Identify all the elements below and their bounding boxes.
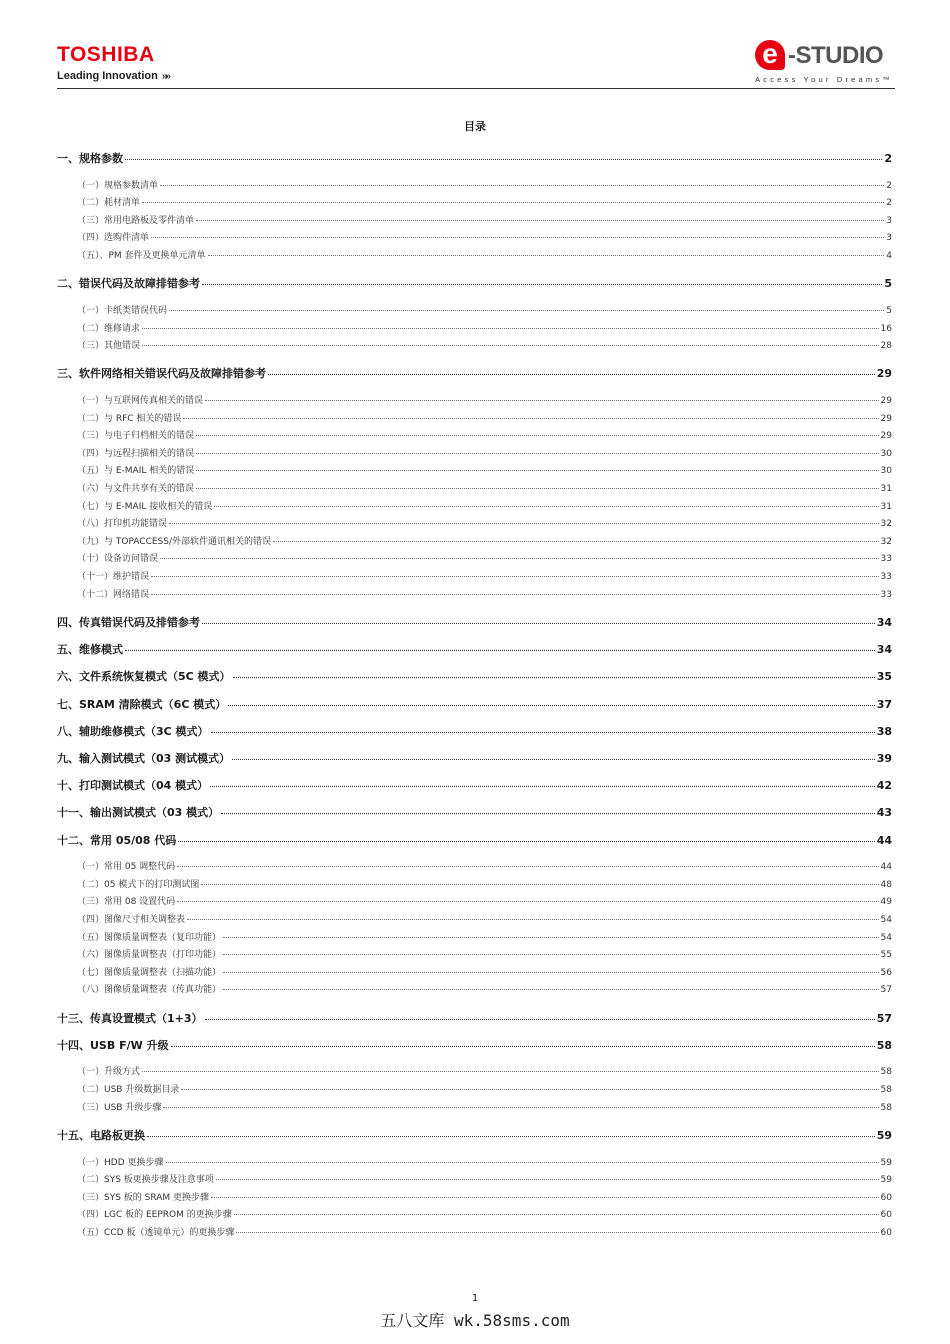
toc-entry-label: 四、传真错误代码及排错参考 [57, 616, 200, 629]
toc-page-number: 31 [880, 502, 892, 512]
toc-chapter-link[interactable] [57, 750, 892, 766]
toc-page-number: 58 [880, 1103, 892, 1113]
chevrons-icon: »» [161, 71, 169, 82]
toc-entry-label: （十二）网络错误 [77, 590, 150, 600]
toc-entry-label: 三、软件网络相关错误代码及故障排错参考 [57, 367, 266, 380]
toc-entry-label: （四）图像尺寸相关调整表 [77, 915, 186, 925]
toc-entry-label: （三）USB 升级步骤 [77, 1103, 162, 1113]
toc-page-number: 28 [880, 341, 892, 351]
toc-entry-label: （八）图像质量调整表（传真功能） [77, 985, 222, 995]
toc-chapter-link[interactable] [57, 668, 892, 684]
toc-chapter-link[interactable] [57, 804, 892, 820]
toc-page-number: 3 [886, 216, 892, 226]
toc-page-number: 16 [880, 324, 892, 334]
toc-page-number: 30 [880, 449, 892, 459]
toc-dot-leader [177, 866, 878, 867]
toc-entry-label: （三）SYS 板的 SRAM 更换步骤 [77, 1193, 210, 1203]
toc-page-number: 29 [880, 431, 892, 441]
page-header [57, 40, 895, 90]
toc-entry-label: 十三、传真设置模式（1+3） [57, 1012, 203, 1025]
toc-page-number: 60 [880, 1193, 892, 1203]
toc-page-number: 34 [876, 616, 892, 629]
brand-tagline-text: Leading Innovation [57, 70, 158, 82]
toc-dot-leader [202, 623, 875, 624]
toc-dot-leader [177, 901, 878, 902]
toc-chapter-link[interactable] [57, 641, 892, 657]
toc-entry-label: 十一、输出测试模式（03 模式） [57, 806, 220, 819]
toc-page-number: 58 [880, 1085, 892, 1095]
toc-dot-leader [151, 594, 879, 595]
toc-page-number: 2 [886, 198, 892, 208]
toc-chapter-link[interactable] [57, 1010, 892, 1026]
toc-section-link[interactable] [57, 1155, 892, 1168]
toc-entry-label: （一）HDD 更换步骤 [77, 1158, 164, 1168]
toc-dot-leader [201, 884, 878, 885]
toc-dot-leader [208, 255, 885, 256]
toc-page-number: 3 [886, 233, 892, 243]
toc-entry-label: （三）常用 08 设置代码 [77, 897, 176, 907]
toc-section-link[interactable] [57, 516, 892, 529]
toc-entry-label: 十五、电路板更换 [57, 1129, 145, 1142]
toc-entry-label: （七）与 E-MAIL 接收相关的错误 [77, 502, 213, 512]
toc-section-link[interactable] [57, 321, 892, 334]
toc-chapter-link[interactable] [57, 150, 892, 166]
toc-page-number: 2 [886, 181, 892, 191]
toc-page-number: 33 [880, 572, 892, 582]
toc-section-link[interactable] [57, 230, 892, 243]
toc-entry-label: （二）维修请求 [77, 324, 141, 334]
toc-page-number: 37 [876, 698, 892, 711]
toc-dot-leader [210, 786, 875, 787]
brand-tagline [57, 69, 169, 84]
toc-section-link[interactable] [57, 894, 892, 907]
toc-page-number: 57 [880, 985, 892, 995]
toc-page-number: 60 [880, 1210, 892, 1220]
toc-section-link[interactable] [57, 1190, 892, 1203]
toc-dot-leader [233, 677, 875, 678]
toc-entry-label: 十四、USB F/W 升级 [57, 1039, 169, 1052]
toc-dot-leader [196, 470, 878, 471]
toc-entry-label: 九、输入测试模式（03 测试模式） [57, 752, 231, 765]
toc-page-number: 48 [880, 880, 892, 890]
toc-dot-leader [214, 506, 878, 507]
logo-tagline: Access Your Dreams™ [755, 75, 893, 84]
toc-entry-label: （十）设备访问错误 [77, 554, 159, 564]
toc-page-number: 29 [876, 367, 892, 380]
toc-entry-label: （六）与文件共享有关的错误 [77, 484, 195, 494]
toc-page-number: 4 [886, 251, 892, 261]
toc-entry-label: （一）升级方式 [77, 1067, 141, 1077]
toc-page-number: 29 [880, 396, 892, 406]
toc-section-link[interactable] [57, 499, 892, 512]
toc-section-link[interactable] [57, 1207, 892, 1220]
toc-page-number: 34 [876, 643, 892, 656]
toc-page-number: 38 [876, 725, 892, 738]
toc-chapter-link[interactable] [57, 365, 892, 381]
toc-dot-leader [166, 1162, 879, 1163]
toc-entry-label: （四）选购件清单 [77, 233, 150, 243]
toc-dot-leader [160, 185, 884, 186]
toc-entry-label: （二）SYS 板更换步骤及注意事项 [77, 1175, 214, 1185]
toc-dot-leader [228, 705, 874, 706]
toc-page-number: 42 [876, 779, 892, 792]
toc-section-link[interactable] [57, 195, 892, 208]
page-number: 1 [471, 1293, 479, 1304]
toc-section-link[interactable] [57, 248, 892, 261]
toc-entry-label: （一）规格参数清单 [77, 181, 159, 191]
toc-page-number: 55 [880, 950, 892, 960]
brand-name: TOSHIBA [57, 43, 155, 66]
toc-dot-leader [211, 732, 875, 733]
toc-dot-leader [273, 541, 879, 542]
toc-entry-label: 十、打印测试模式（04 模式） [57, 779, 209, 792]
toc-page-number: 33 [880, 590, 892, 600]
toc-section-link[interactable] [57, 930, 892, 943]
toc-section-link[interactable] [57, 1100, 892, 1113]
toc-entry-label: （九）与 TOPACCESS/外部软件通讯相关的错误 [77, 537, 272, 547]
toc-title: 目录 [464, 120, 486, 133]
toc-chapter-link[interactable] [57, 832, 892, 848]
toc-entry-label: （二）05 模式下的打印测试图 [77, 880, 200, 890]
toc-entry-label: （十一）维护错误 [77, 572, 150, 582]
toc-dot-leader [268, 374, 875, 375]
toc-page-number: 29 [880, 414, 892, 424]
toshiba-logo [57, 44, 169, 84]
toc-dot-leader [223, 954, 879, 955]
toc-page-number: 58 [876, 1039, 892, 1052]
toc-section-link[interactable] [57, 338, 892, 351]
logo-e-badge: e [755, 40, 785, 70]
toc-page-number: 32 [880, 519, 892, 529]
toc-section-link[interactable] [57, 1064, 892, 1077]
toc-page-number: 31 [880, 484, 892, 494]
toc-section-link[interactable] [57, 481, 892, 494]
toc-section-link[interactable] [57, 912, 892, 925]
toc-page-number: 59 [876, 1129, 892, 1142]
header-divider [57, 88, 895, 89]
toc-dot-leader [211, 1197, 879, 1198]
toc-entry-label: 七、SRAM 清除模式（6C 模式） [57, 698, 227, 711]
toc-dot-leader [236, 1232, 878, 1233]
toc-section-link[interactable] [57, 1082, 892, 1095]
toc-page-number: 5 [884, 277, 892, 290]
toc-entry-label: （五）与 E-MAIL 相关的错误 [77, 466, 195, 476]
toc-dot-leader [205, 1019, 875, 1020]
toc-page-number: 49 [880, 897, 892, 907]
toc-entry-label: （七）图像质量调整表（扫描功能） [77, 968, 222, 978]
toc-section-link[interactable] [57, 551, 892, 564]
toc-entry-label: （三）常用电路板及零件清单 [77, 216, 195, 226]
toc-section-link[interactable] [57, 534, 892, 547]
toc-page-number: 43 [876, 806, 892, 819]
toc-entry-label: （二）USB 升级数据目录 [77, 1085, 180, 1095]
toc-section-link[interactable] [57, 947, 892, 960]
toc-page-number: 57 [876, 1012, 892, 1025]
toc-section-link[interactable] [57, 446, 892, 459]
toc-chapter-link[interactable] [57, 696, 892, 712]
toc-dot-leader [183, 418, 878, 419]
toc-chapter-link[interactable] [57, 1127, 892, 1143]
toc-section-link[interactable] [57, 587, 892, 600]
toc-dot-leader [142, 328, 879, 329]
toc-dot-leader [178, 841, 874, 842]
toc-dot-leader [223, 972, 879, 973]
toc-chapter-link[interactable] [57, 275, 892, 291]
toc-section-link[interactable] [57, 965, 892, 978]
estudio-logo [755, 40, 895, 88]
toc-dot-leader [142, 202, 884, 203]
toc-dot-leader [205, 400, 879, 401]
toc-section-link[interactable] [57, 877, 892, 890]
toc-entry-label: 十二、常用 05/08 代码 [57, 834, 177, 847]
toc-dot-leader [234, 1214, 879, 1215]
toc-section-link[interactable] [57, 1172, 892, 1185]
toc-page-number: 30 [880, 466, 892, 476]
toc-dot-leader [223, 937, 879, 938]
watermark-text: 五八文库 wk.58sms.com [380, 1311, 570, 1330]
toc-entry-label: （五）图像质量调整表（复印功能） [77, 933, 222, 943]
toc-page-number: 5 [886, 306, 892, 316]
toc-page-number: 39 [876, 752, 892, 765]
toc-entry-label: 五、维修模式 [57, 643, 123, 656]
toc-dot-leader [187, 919, 879, 920]
toc-entry-label: （二）耗材清单 [77, 198, 141, 208]
toc-entry-label: （六）图像质量调整表（打印功能） [77, 950, 222, 960]
toc-page-number: 58 [880, 1067, 892, 1077]
toc-dot-leader [142, 1071, 879, 1072]
toc-page-number: 56 [880, 968, 892, 978]
toc-entry-label: （五）CCD 板（透镜单元）的更换步骤 [77, 1228, 235, 1238]
toc-entry-label: （四）LGC 板的 EEPROM 的更换步骤 [77, 1210, 232, 1220]
toc-dot-leader [163, 1107, 878, 1108]
toc-section-link[interactable] [57, 859, 892, 872]
toc-page-number: 33 [880, 554, 892, 564]
toc-section-link[interactable] [57, 1225, 892, 1238]
logo-wordmark: -STUDIO [788, 42, 884, 69]
toc-chapter-link[interactable] [57, 1037, 892, 1053]
toc-page-number: 54 [880, 915, 892, 925]
toc-dot-leader [171, 1046, 875, 1047]
toc-entry-label: （三）与电子归档相关的错误 [77, 431, 195, 441]
toc-dot-leader [202, 284, 882, 285]
toc-entry-label: （一）与互联网传真相关的错误 [77, 396, 204, 406]
toc-section-link[interactable] [57, 982, 892, 995]
toc-dot-leader [151, 237, 884, 238]
toc-page-number: 60 [880, 1228, 892, 1238]
toc-dot-leader [196, 488, 879, 489]
toc-page-number: 44 [876, 834, 892, 847]
toc-section-link[interactable] [57, 393, 892, 406]
toc-chapter-link[interactable] [57, 723, 892, 739]
toc-dot-leader [169, 523, 879, 524]
toc-page-number: 44 [880, 862, 892, 872]
toc-dot-leader [160, 558, 879, 559]
toc-section-link[interactable] [57, 213, 892, 226]
toc-entry-label: 六、文件系统恢复模式（5C 模式） [57, 670, 231, 683]
toc-entry-label: 八、辅助维修模式（3C 模式） [57, 725, 209, 738]
toc-page-number: 54 [880, 933, 892, 943]
toc-section-link[interactable] [57, 411, 892, 424]
toc-dot-leader [147, 1136, 875, 1137]
toc-page-number: 2 [884, 152, 892, 165]
toc-dot-leader [181, 1089, 878, 1090]
toc-dot-leader [223, 989, 879, 990]
toc-section-link[interactable] [57, 463, 892, 476]
toc-entry-label: 二、错误代码及故障排错参考 [57, 277, 200, 290]
toc-entry-label: （八）打印机功能错误 [77, 519, 168, 529]
toc-entry-label: （一）常用 05 调整代码 [77, 862, 176, 872]
toc-entry-label: （三）其他错误 [77, 341, 141, 351]
toc-entry-label: （一）卡纸类错误代码 [77, 306, 168, 316]
toc-dot-leader [169, 310, 884, 311]
toc-entry-label: （五）、PM 套件及更换单元清单 [77, 251, 206, 261]
toc-section-link[interactable] [57, 569, 892, 582]
toc-dot-leader [125, 159, 882, 160]
toc-section-link[interactable] [57, 428, 892, 441]
toc-dot-leader [216, 1179, 879, 1180]
toc-page-number: 35 [876, 670, 892, 683]
toc-page-number: 59 [880, 1175, 892, 1185]
toc-chapter-link[interactable] [57, 777, 892, 793]
toc-dot-leader [196, 220, 884, 221]
toc-chapter-link[interactable] [57, 614, 892, 630]
toc-dot-leader [232, 759, 875, 760]
toc-section-link[interactable] [57, 303, 892, 316]
toc-dot-leader [221, 813, 875, 814]
toc-dot-leader [125, 650, 875, 651]
toc-entry-label: （二）与 RFC 相关的错误 [77, 414, 182, 424]
toc-dot-leader [196, 453, 879, 454]
toc-section-link[interactable] [57, 178, 892, 191]
toc-dot-leader [142, 345, 879, 346]
toc-entry-label: 一、规格参数 [57, 152, 123, 165]
toc-page-number: 32 [880, 537, 892, 547]
toc-dot-leader [151, 576, 879, 577]
toc-dot-leader [196, 435, 879, 436]
toc-page-number: 59 [880, 1158, 892, 1168]
toc-entry-label: （四）与远程扫描相关的错误 [77, 449, 195, 459]
